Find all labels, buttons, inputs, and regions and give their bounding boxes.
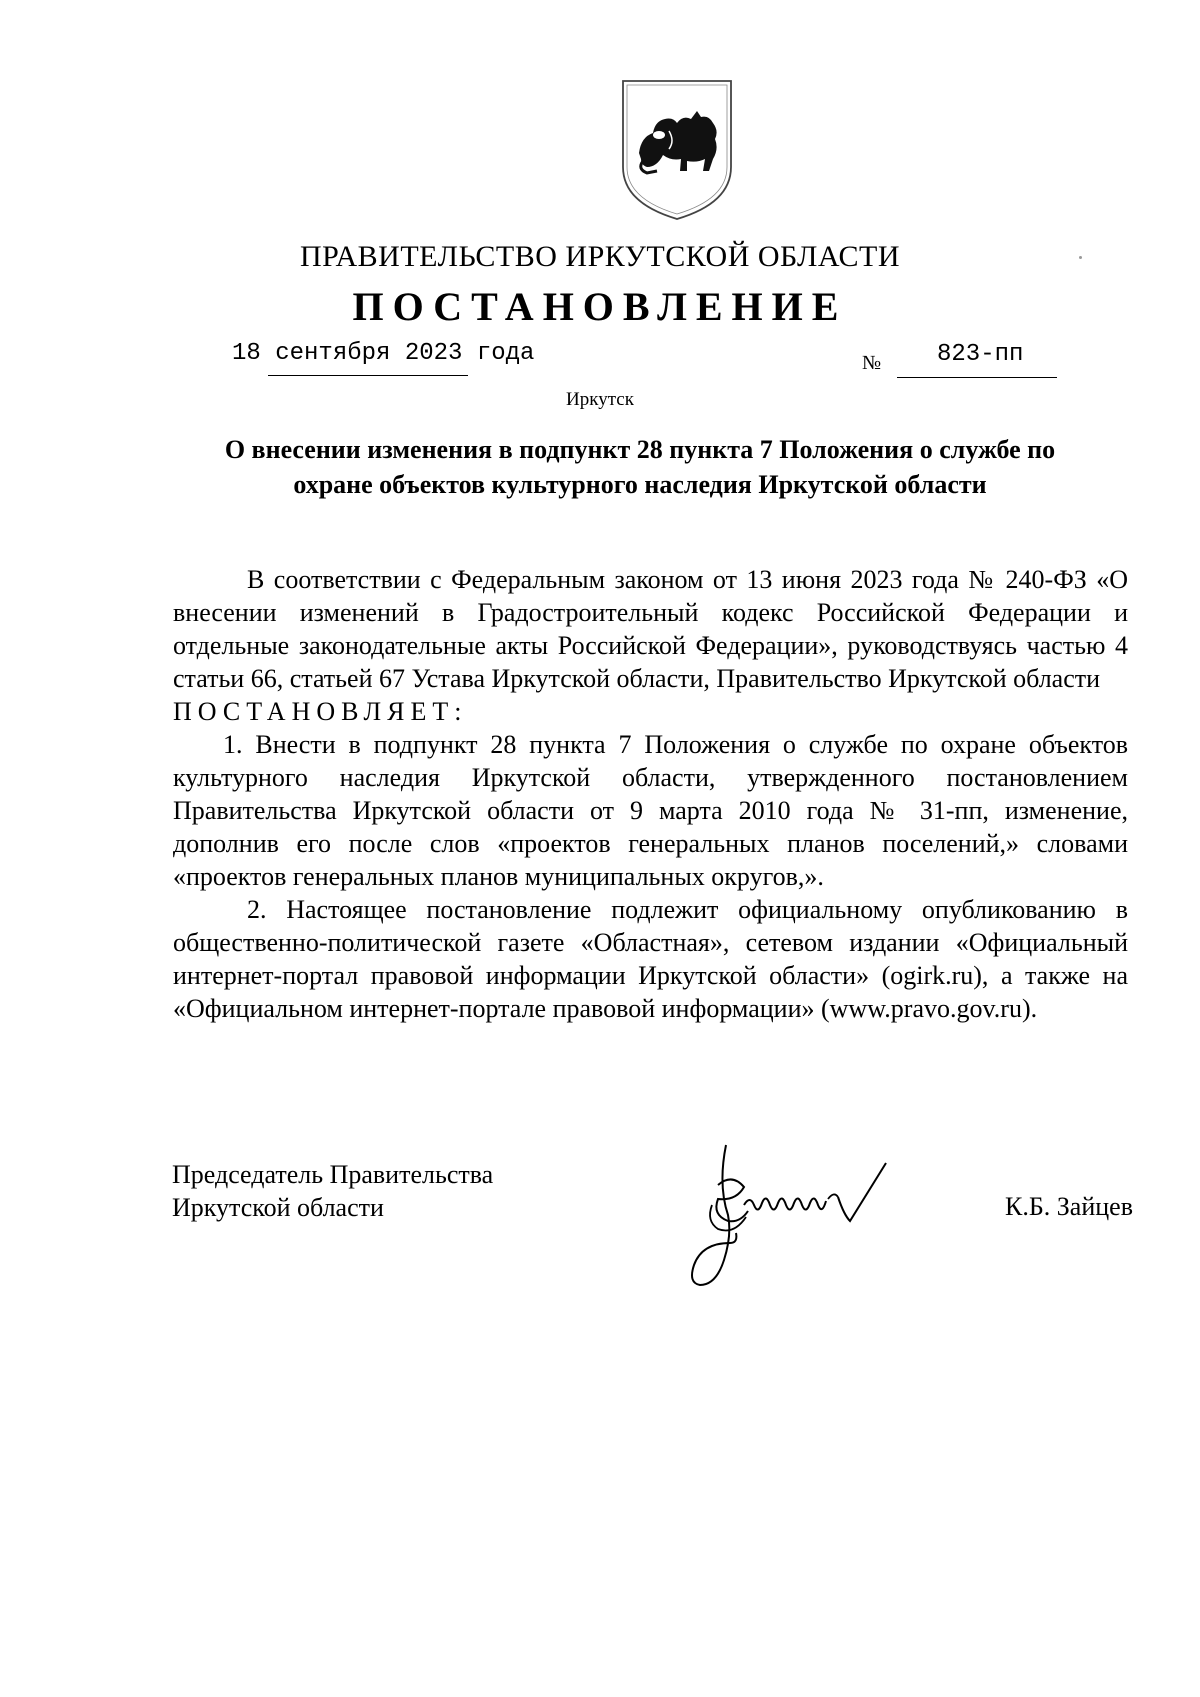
signatory-position: [172, 1158, 493, 1224]
coat-of-arms-icon: [617, 75, 737, 223]
signatory-name: К.Б. Зайцев: [1005, 1192, 1133, 1221]
position-line-2: Иркутской области: [172, 1193, 384, 1222]
number-sign: №: [862, 352, 882, 374]
number-underline: [897, 377, 1057, 378]
item-2: 2. Настоящее постановление подлежит официальному опубликованию в общественно-политической газете «Областная», сетевом издании «Официальный интернет-портал правовой информации Иркутской области» (ogirk.ru), а также на «Официальном интернет-портале правовой информации» (www.pravo.gov.ru).: [173, 895, 1128, 1023]
title-line-1: О внесении изменения в подпункт 28 пункта 7 Положения о службе по: [224, 435, 1056, 464]
title-line-2: охране объектов культурного наследия Иркутской области: [293, 470, 987, 499]
city: Иркутск: [566, 389, 634, 410]
decree-word: ПОСТАНОВЛЯЕТ:: [173, 697, 468, 726]
date-underline: [268, 375, 468, 376]
document-title: [170, 432, 1110, 502]
document-body: [173, 563, 1128, 1025]
position-line-1: Председатель Правительства: [172, 1160, 494, 1189]
document-type: ПОСТАНОВЛЕНИЕ: [352, 284, 848, 329]
scan-speck: [1079, 256, 1082, 259]
document-date: 18 сентября 2023 года: [232, 340, 535, 367]
item-1: 1. Внести в подпункт 28 пункта 7 Положения о службе по охране объектов культурного наследия Иркутской области, утвержденного постановлением Правительства Иркутской области от 9 марта 2010 года № 31-пп, изменение, дополнив его после слов «проектов генеральных планов поселений,» словами «проектов генеральных планов муниципальных округов,».: [173, 730, 1128, 891]
preamble: В соответствии с Федеральным законом от 13 июня 2023 года № 240-ФЗ «О внесении изменений в Градостроительный кодекс Российской Федерации и отдельные законодательные акты Российской Федерации», руководствуясь частью 4 статьи 66, статьей 67 Устава Иркутской области, Правительство Иркутской области: [173, 565, 1128, 693]
government-name: ПРАВИТЕЛЬСТВО ИРКУТСКОЙ ОБЛАСТИ: [299, 240, 901, 273]
document-number: 823-пп: [937, 341, 1024, 368]
handwritten-signature-icon: [688, 1125, 948, 1300]
